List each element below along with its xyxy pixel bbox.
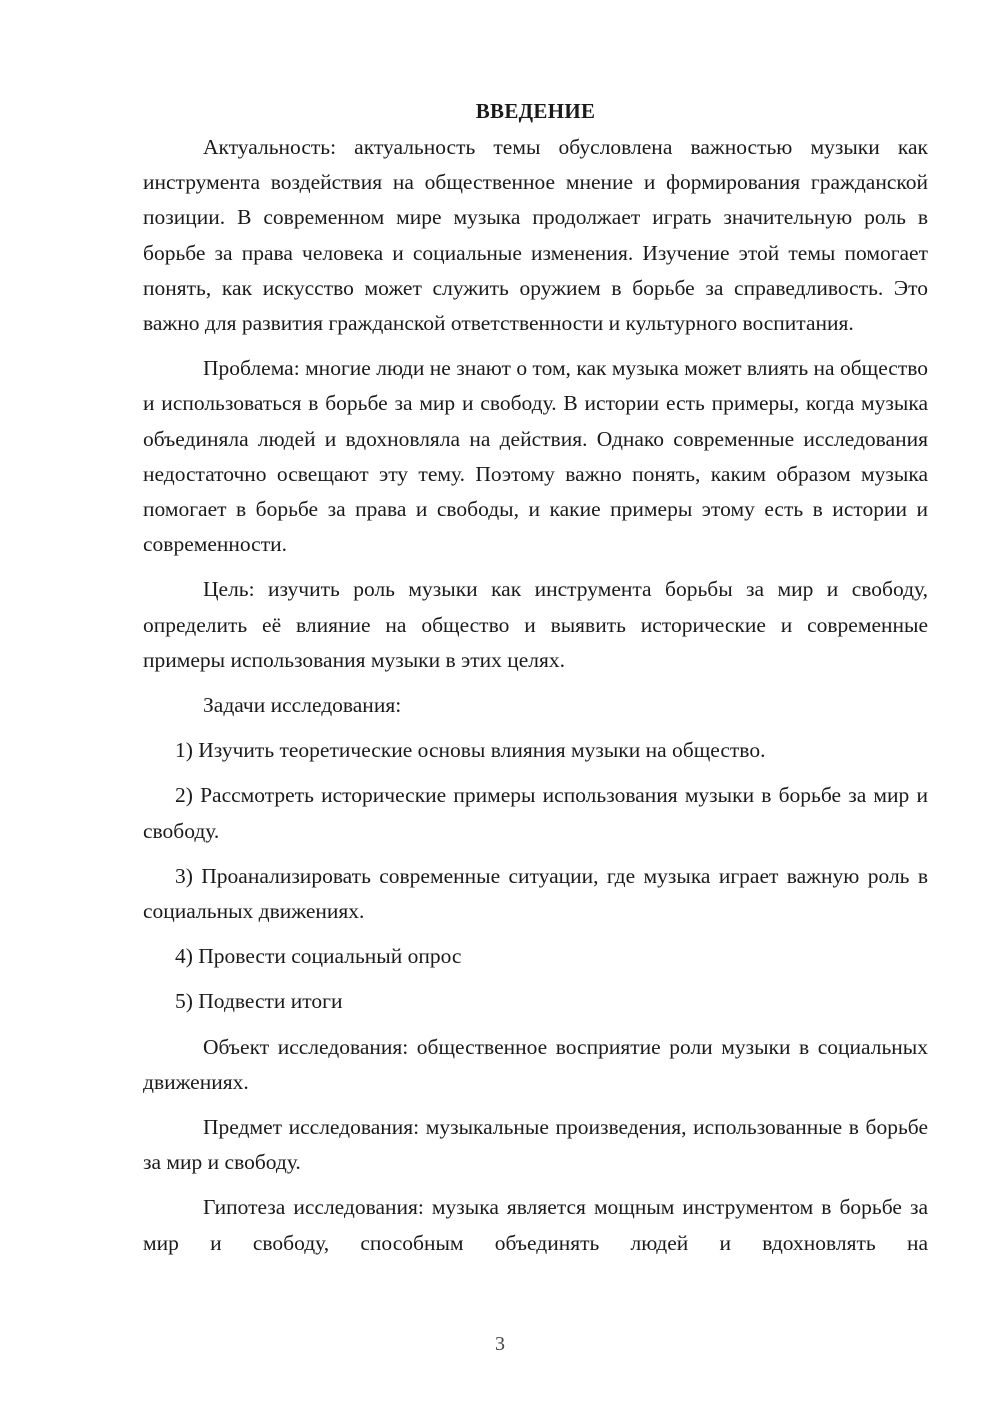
page-number: 3 bbox=[495, 1333, 505, 1355]
document-page bbox=[143, 96, 928, 1271]
task-item-3: 3) Проанализировать современные ситуации, где музыка играет важную роль в социальных движениях. bbox=[143, 863, 928, 924]
task-item-2: 2) Рассмотреть исторические примеры использования музыки в борьбе за мир и свободу. bbox=[143, 783, 928, 843]
task-item-5: 5) Подвести итоги bbox=[175, 989, 343, 1014]
object-paragraph: Объект исследования: общественное восприятие роли музыки в социальных движениях. bbox=[143, 1034, 928, 1094]
hypothesis-paragraph: Гипотеза исследования: музыка является мощным инструментом в борьбе за мир и свободу, способным объединять людей и вдохновлять на bbox=[143, 1195, 928, 1255]
problem-paragraph: Проблема: многие люди не знают о том, как музыка может влиять на общество и использоваться в борьбе за мир и свободу. В истории есть примеры, когда музыка объединяла людей и вдохновляла на действия. Однако современные исследования недостаточно освещают эту тему. Поэтому важно понять, каким образом музыка помогает в борьбе за права и свободы, и какие примеры этому есть в истории и современности. bbox=[143, 356, 928, 557]
goal-paragraph: Цель: изучить роль музыки как инструмента борьбы за мир и свободу, определить её влияние на общество и выявить исторические и современные примеры использования музыки в этих целях. bbox=[143, 577, 928, 672]
tasks-heading: Задачи исследования: bbox=[203, 693, 402, 718]
task-item-1: 1) Изучить теоретические основы влияния музыки на общество. bbox=[175, 738, 766, 763]
page-title: ВВЕДЕНИЕ bbox=[475, 99, 596, 123]
relevance-paragraph: Актуальность: актуальность темы обусловлена важностью музыки как инструмента воздействия на общественное мнение и формирования гражданской позиции. В современном мире музыка продолжает играть значительную роль в борьбе за права человека и социальные изменения. Изучение этой темы помогает понять, как искусство может служить оружием в борьбе за справедливость. Это важно для развития гражданской ответственности и культурного воспитания. bbox=[143, 135, 928, 336]
subject-paragraph: Предмет исследования: музыкальные произведения, использованные в борьбе за мир и свободу. bbox=[143, 1115, 928, 1175]
task-item-4: 4) Провести социальный опрос bbox=[175, 944, 462, 969]
